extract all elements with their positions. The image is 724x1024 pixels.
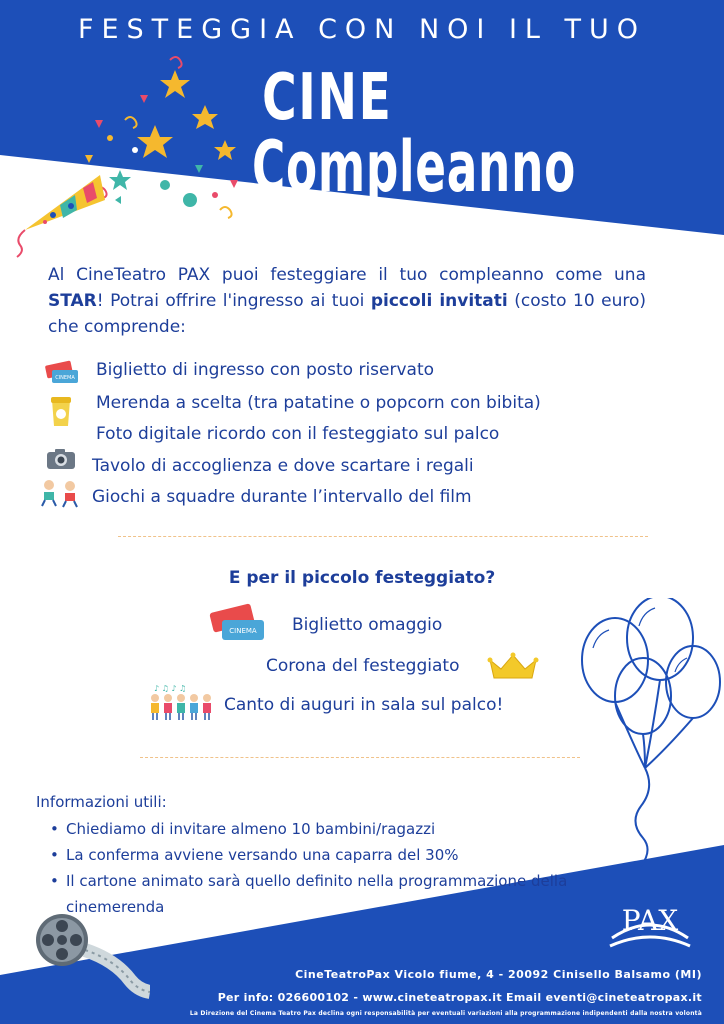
- cinema-ticket-icon: [44, 360, 80, 386]
- snack-icon: [48, 394, 74, 428]
- intro-text-2: ! Potrai offrire l'ingresso ai tuoi: [96, 291, 371, 311]
- celebrant-title: E per il piccolo festeggiato?: [228, 568, 496, 588]
- celebrant-item: Corona del festeggiato: [266, 656, 460, 676]
- footer-address: CineTeatroPax Vicolo fiume, 4 - 20092 Cinisello Balsamo (MI): [295, 968, 702, 981]
- balloons-decoration: [575, 598, 724, 870]
- celebrant-item: Canto di auguri in sala sul palco!: [224, 695, 504, 715]
- camera-icon: [46, 448, 76, 470]
- svg-text:CINEMA: CINEMA: [55, 375, 75, 381]
- divider: [140, 757, 580, 758]
- intro-paragraph: [48, 262, 646, 340]
- pax-logo-text: PAX: [621, 904, 679, 937]
- celebrant-item: Biglietto omaggio: [292, 615, 443, 635]
- info-bullet: • La conferma avviene versando una caparra del 30%: [48, 842, 568, 868]
- film-reel-icon: [30, 910, 150, 1000]
- feature-item: Biglietto di ingresso con posto riservato: [96, 360, 435, 380]
- header-tagline: FESTEGGIA CON NOI IL TUO: [77, 14, 647, 45]
- title-line-1: CINE: [262, 61, 393, 135]
- feature-item: Foto digitale ricordo con il festeggiato sul palco: [96, 424, 500, 444]
- title-line-2: Compleanno: [252, 126, 576, 208]
- divider: [118, 536, 648, 537]
- info-bullet: • Chiediamo di invitare almeno 10 bambini/ragazzi: [48, 816, 568, 842]
- info-bullet: • Il cartone animato sarà quello definito nella programmazione della cinemerenda: [48, 868, 568, 920]
- svg-text:CINEMA: CINEMA: [229, 627, 257, 635]
- footer-contacts: Per info: 026600102 - www.cineteatropax.it Email eventi@cineteatropax.it: [217, 991, 702, 1004]
- svg-text:♪ ♫ ♪ ♫: ♪ ♫ ♪ ♫: [154, 684, 187, 693]
- cinema-ticket-icon: [208, 603, 268, 645]
- singing-children-icon: [146, 682, 216, 722]
- feature-item: Merenda a scelta (tra patatine o popcorn con bibita): [96, 393, 541, 413]
- crown-icon: [487, 652, 539, 680]
- intro-star: STAR: [48, 291, 97, 311]
- intro-text-3: (costo 10 euro) che comprende:: [48, 291, 647, 337]
- footer-disclaimer: La Direzione del Cinema Teatro Pax declina ogni responsabilità per eventuali variazioni alla programmazione indipendenti dalla nostra volontà: [189, 1010, 702, 1017]
- feature-item: Tavolo di accoglienza e dove scartare i regali: [92, 456, 474, 476]
- party-horn-icon: [5, 170, 115, 260]
- kids-playing-icon: [38, 478, 82, 508]
- intro-guests: piccoli invitati: [370, 291, 508, 311]
- intro-text-1: Al CineTeatro PAX puoi festeggiare il tuo compleanno come una: [48, 265, 646, 285]
- info-title: Informazioni utili:: [36, 793, 167, 811]
- info-list: [48, 816, 568, 920]
- feature-item: Giochi a squadre durante l’intervallo del film: [92, 487, 472, 507]
